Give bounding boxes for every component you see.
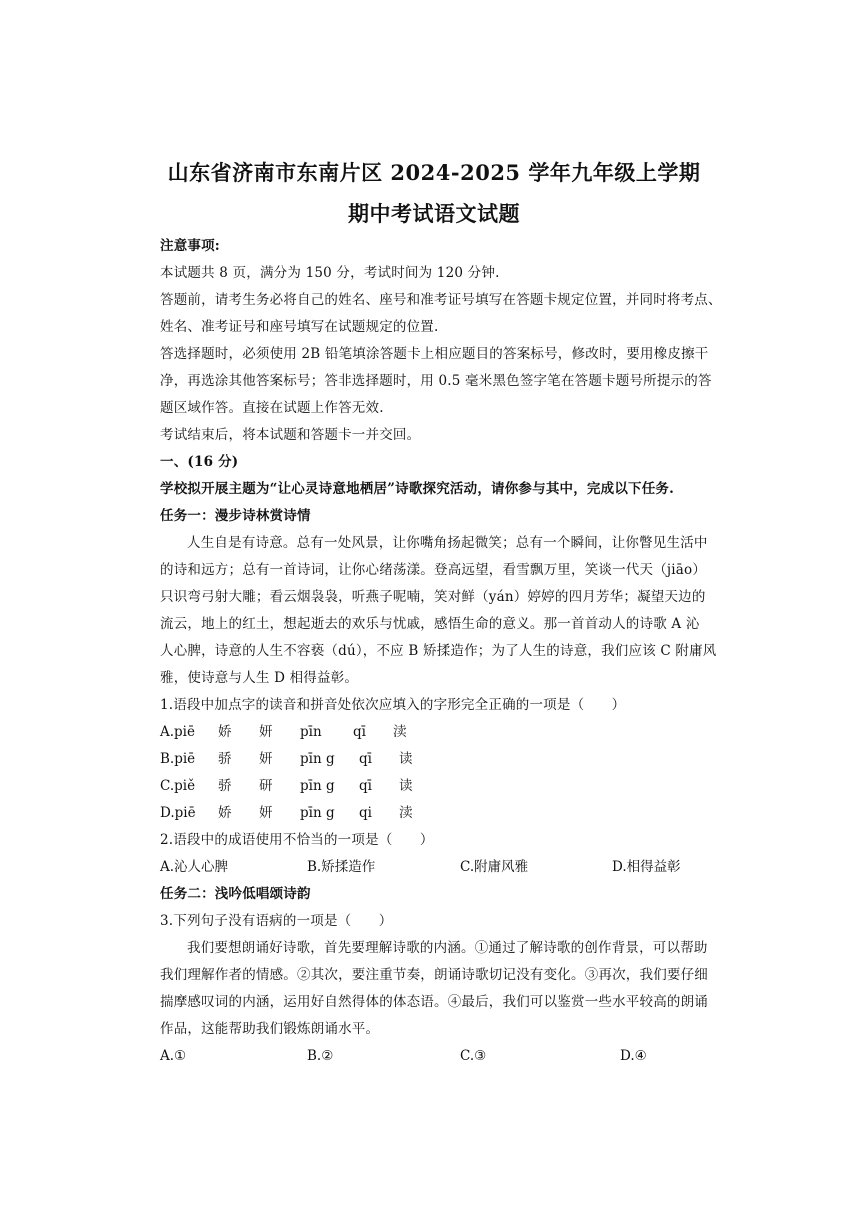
section-heading: 一、(16 分) [160, 454, 239, 470]
q1-option-cell: pīn g [300, 778, 335, 794]
q2-option: A.沁人心脾 [160, 859, 229, 875]
passage-line: 的诗和远方；总有一首诗词，让你心绪荡漾。登高远望，看雪飘万里，笑谈一代天（jiāo） [160, 562, 707, 578]
q3-passage-line: 作品，这能帮助我们锻炼朗诵水平。 [160, 1021, 380, 1037]
q2-option: B.矫揉造作 [307, 859, 376, 875]
q1-option-cell: 渎 [399, 805, 413, 821]
q3-passage-line: 我们理解作者的情感。②其次，要注重节奏，朗诵诗歌切记没有变化。③再次，我们要仔细 [160, 967, 708, 983]
q1-option-cell: 娇 [218, 805, 232, 821]
q1-option-cell: 骄 [218, 778, 232, 794]
q1-option-cell: qi [359, 805, 372, 821]
question-1: 1.语段中加点字的读音和拼音处依次应填入的字形完全正确的一项是（ ） [160, 697, 626, 713]
q1-option-cell: 娇 [218, 724, 232, 740]
passage-line: 人生自是有诗意。总有一处风景，让你嘴角扬起微笑；总有一个瞬间，让你瞥见生活中 [187, 535, 708, 551]
passage-line: 雅，使诗意与人生 D 相得益彰。 [160, 670, 359, 686]
notice-line: 答题前，请考生务必将自己的姓名、座号和准考证号填写在答题卡规定位置，并同时将考点、 [160, 292, 722, 308]
q1-option-cell: 妍 [259, 724, 273, 740]
notice-line: 考试结束后，将本试题和答题卡一并交回。 [160, 427, 421, 443]
q1-option-cell: qī [359, 778, 372, 794]
q1-option-cell: pīn [300, 724, 322, 740]
notice-line: 本试题共 8 页，满分为 150 分，考试时间为 120 分钟. [160, 265, 500, 281]
q3-option: D.④ [620, 1048, 647, 1064]
q1-option-cell: 研 [259, 778, 273, 794]
q3-passage-line: 我们要想朗诵好诗歌，首先要理解诗歌的内涵。①通过了解诗歌的创作背景，可以帮助 [187, 940, 708, 956]
q3-option: C.③ [460, 1048, 487, 1064]
q1-option-cell: qī [359, 751, 372, 767]
notice-heading: 注意事项: [160, 238, 220, 254]
notice-line: 姓名、准考证号和座号填写在试题规定的位置. [160, 319, 439, 335]
q3-passage-line: 揣摩感叹词的内涵，运用好自然得体的体态语。④最后，我们可以鉴赏一些水平较高的朗诵 [160, 994, 708, 1010]
passage-line: 只识弯弓射大雕；看云烟袅袅，听燕子呢喃，笑对鲜（yán）婷婷的四月芳华；凝望天边的 [160, 589, 706, 605]
q3-option: B.② [307, 1048, 334, 1064]
q1-option-label: A.piē [160, 724, 195, 740]
q1-option-cell: qī [353, 724, 366, 740]
q1-option-cell: 妍 [259, 805, 273, 821]
task1-title: 任务一：漫步诗林赏诗情 [160, 508, 311, 524]
question-3: 3.下列句子没有语病的一项是（ ） [160, 913, 393, 929]
notice-line: 净，再选涂其他答案标号；答非选择题时，用 0.5 毫米黑色签字笔在答题卡题号所提示的答 [160, 373, 712, 389]
exam-title-line1: 山东省济南市东南片区 2024-2025 学年九年级上学期 [167, 160, 701, 185]
q1-option-label: D.piē [160, 805, 196, 821]
passage-line: 流云，地上的红土，想起逝去的欢乐与忧戚，感悟生命的意义。那一首首动人的诗歌 A 沁 [160, 616, 700, 632]
notice-line: 答选择题时，必须使用 2B 铅笔填涂答题卡上相应题目的答案标号，修改时，要用橡皮擦干 [160, 346, 709, 362]
q3-option: A.① [160, 1048, 187, 1064]
q1-option-cell: 渎 [393, 724, 407, 740]
q1-option-label: C.piě [160, 778, 196, 794]
q1-option-cell: pīn g [300, 751, 335, 767]
q2-option: D.相得益彰 [612, 859, 681, 875]
task2-title: 任务二：浅吟低唱颂诗韵 [160, 886, 311, 902]
q1-option-cell: 骄 [218, 751, 232, 767]
q1-option-label: B.piē [160, 751, 196, 767]
exam-title-line2: 期中考试语文试题 [348, 201, 520, 226]
section-intro: 学校拟开展主题为“让心灵诗意地栖居”诗歌探究活动，请你参与其中，完成以下任务. [160, 481, 675, 497]
q1-option-cell: 妍 [259, 751, 273, 767]
q1-option-cell: pīn g [300, 805, 335, 821]
q2-option: C.附庸风雅 [460, 859, 529, 875]
passage-line: 人心脾，诗意的人生不容亵（dú），不应 B 矫揉造作；为了人生的诗意，我们应该 C 附庸风 [160, 643, 717, 659]
notice-line: 题区域作答。直接在试题上作答无效. [160, 400, 384, 416]
q1-option-cell: 读 [399, 751, 413, 767]
question-2: 2.语段中的成语使用不恰当的一项是（ ） [160, 832, 434, 848]
q1-option-cell: 读 [399, 778, 413, 794]
